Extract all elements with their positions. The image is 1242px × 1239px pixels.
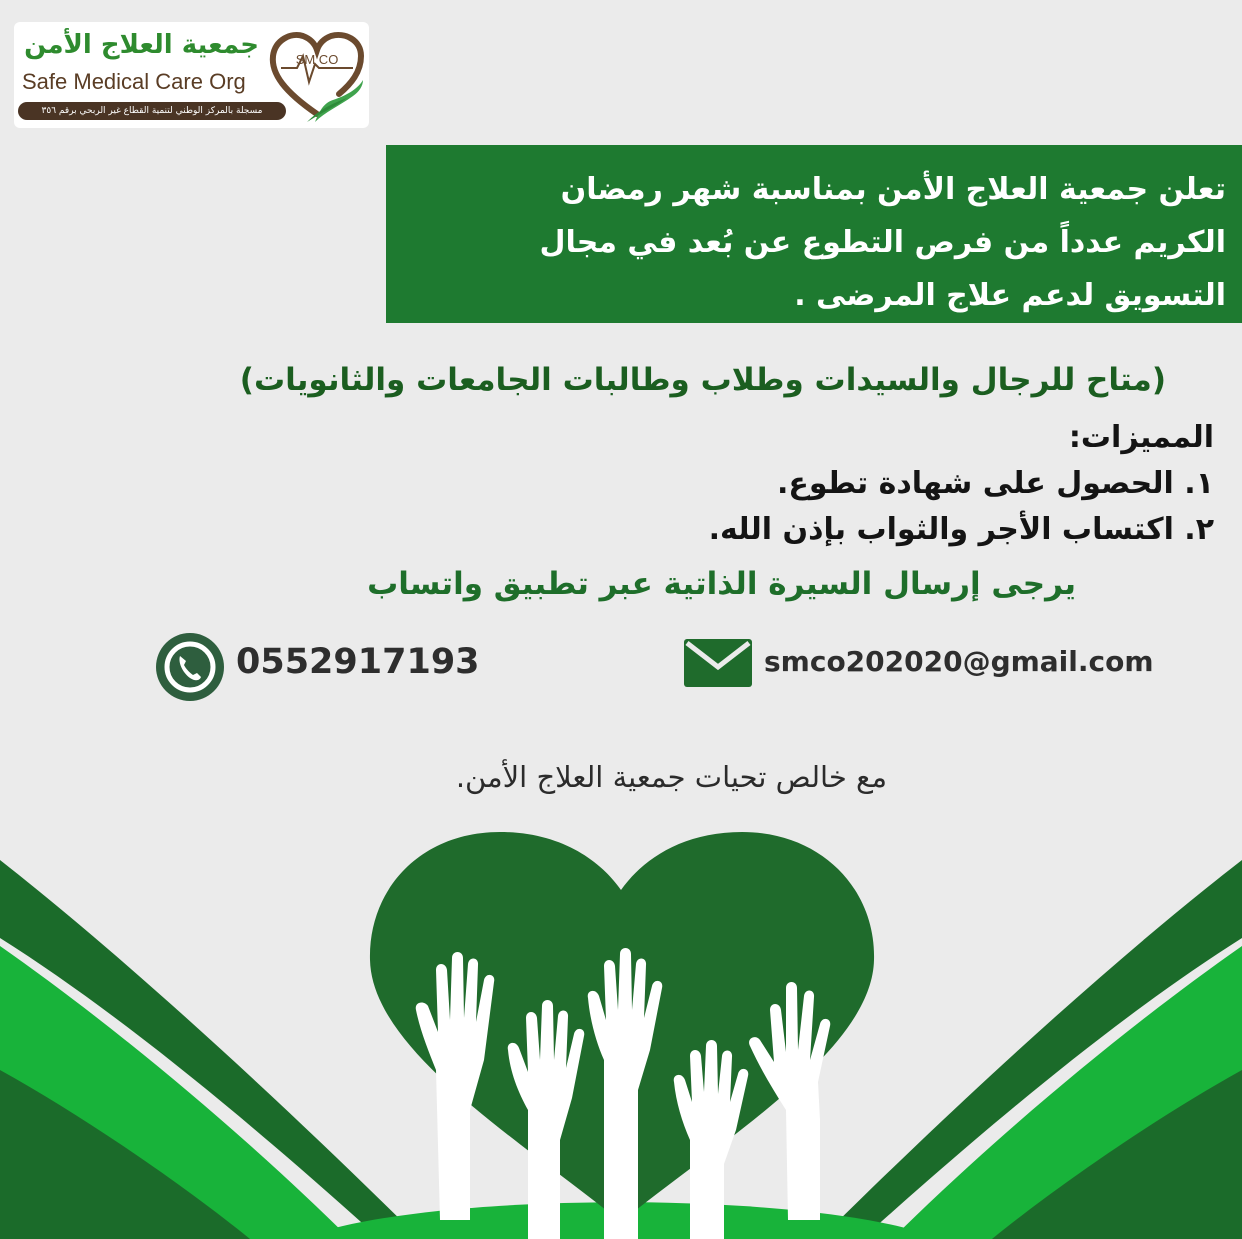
logo-name-ar: جمعية العلاج الأمن (24, 30, 259, 60)
envelope-icon (683, 637, 753, 689)
features-heading: المميزات: (1068, 420, 1214, 455)
logo-name-en: Safe Medical Care Org (22, 69, 246, 94)
logo (14, 22, 369, 128)
email-address[interactable]: smco202020@gmail.com (764, 645, 1154, 678)
announcement-banner (386, 145, 1242, 323)
cv-request: يرجى إرسال السيرة الذاتية عبر تطبيق واتساب (367, 566, 1076, 602)
logo-registration: مسجلة بالمركز الوطني لتنمية القطاع غير الربحي برقم ٣٥٦ (18, 102, 286, 120)
bottom-decoration (0, 820, 1242, 1239)
announcement-line-3: التسويق لدعم علاج المرضى . (794, 278, 1226, 313)
emblem-text: SM CO (295, 52, 339, 67)
feature-item-2: ٢. اكتساب الأجر والثواب بإذن الله. (708, 512, 1214, 547)
regards-text: مع خالص تحيات جمعية العلاج الأمن. (455, 760, 887, 794)
heart-hand-emblem-icon (267, 26, 367, 126)
announcement-line-2: الكريم عدداً من فرص التطوع عن بُعد في مجال (539, 225, 1226, 260)
availability-note: (متاح للرجال والسيدات وطلاب وطالبات الجامعات والثانويات) (239, 362, 1166, 398)
announcement-line-1: تعلن جمعية العلاج الأمن بمناسبة شهر رمضان (560, 172, 1226, 207)
feature-item-1: ١. الحصول على شهادة تطوع. (776, 466, 1214, 501)
phone-number[interactable]: 0552917193 (236, 642, 480, 682)
whatsapp-icon (154, 632, 226, 702)
